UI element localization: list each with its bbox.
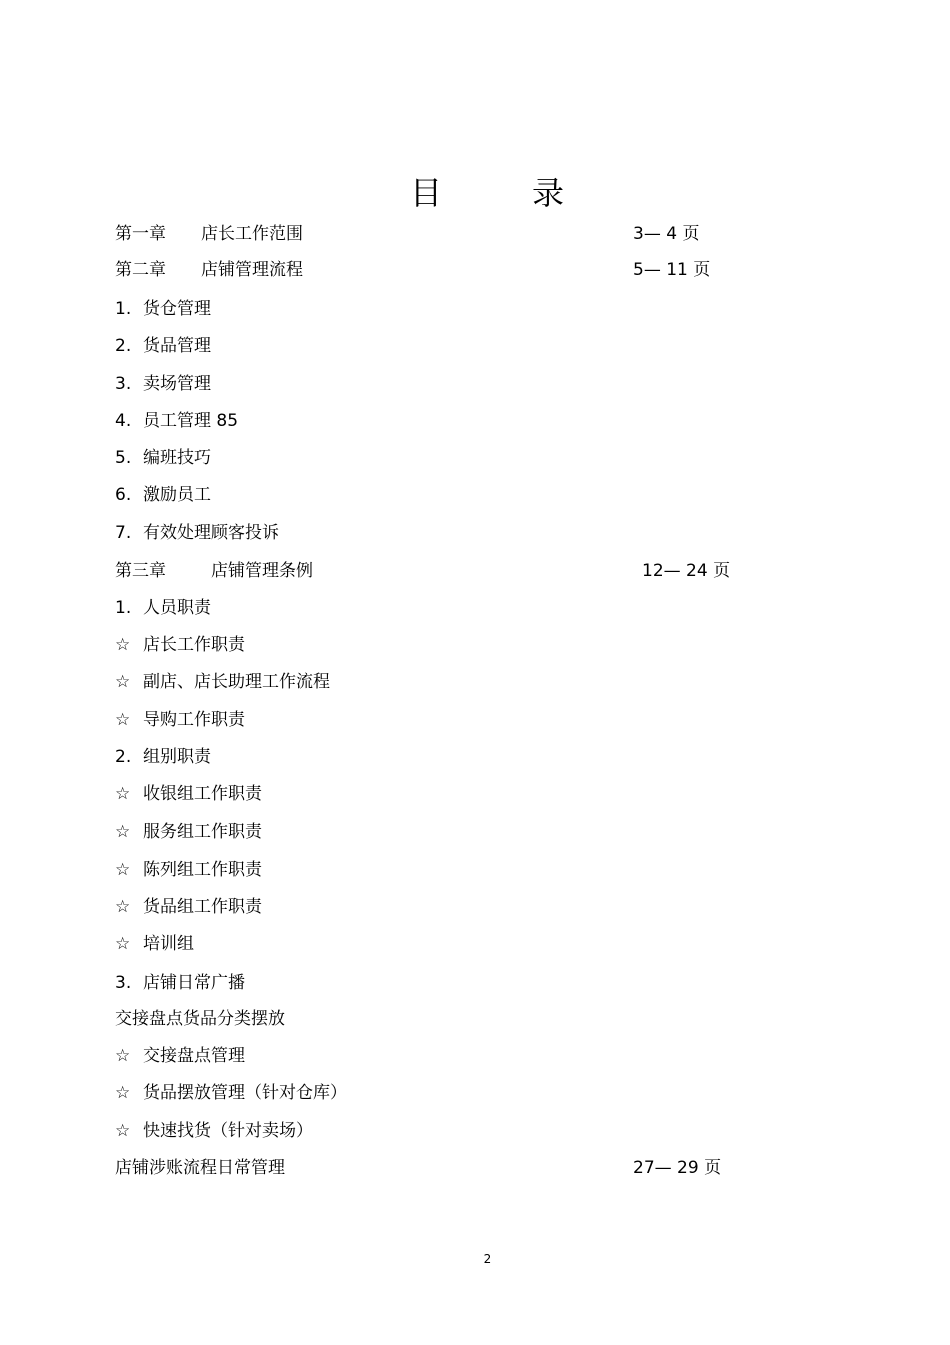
title-char-2: 录: [532, 174, 565, 212]
toc-entry-number: 1.: [115, 299, 132, 319]
toc-entry-title: 店铺管理流程: [201, 260, 303, 280]
toc-entry-number: 1.: [115, 598, 132, 618]
star-icon: ☆: [115, 860, 131, 880]
toc-entry-number: 3.: [115, 374, 132, 394]
star-icon: ☆: [115, 897, 131, 917]
toc-entry-title: 快速找货（针对卖场）: [143, 1121, 313, 1141]
toc-entry-page-range: 27— 29 页: [633, 1158, 722, 1178]
star-icon: ☆: [115, 710, 131, 730]
toc-entry-page-range: 3— 4 页: [633, 224, 700, 244]
toc-entry-title: 货品组工作职责: [143, 897, 262, 917]
toc-entry-page-range: 5— 11 页: [633, 260, 711, 280]
page-number: 2: [483, 1252, 492, 1266]
toc-entry-title: 交接盘点管理: [143, 1046, 245, 1066]
toc-entry-title: 副店、店长助理工作流程: [143, 672, 330, 692]
toc-entry-title: 店铺日常广播: [143, 973, 245, 993]
toc-entry-title: 服务组工作职责: [143, 822, 262, 842]
toc-entry-title: 有效处理顾客投诉: [143, 523, 279, 543]
toc-entry-title: 店长工作职责: [143, 635, 245, 655]
toc-entry-title: 导购工作职责: [143, 710, 245, 730]
toc-entry-number: 第二章: [115, 260, 166, 280]
star-icon: ☆: [115, 934, 131, 954]
toc-entry-title: 编班技巧: [143, 448, 211, 468]
toc-entry-title: 激励员工: [143, 485, 211, 505]
star-icon: ☆: [115, 672, 131, 692]
toc-entry-title: 店铺涉账流程日常管理: [115, 1158, 285, 1178]
toc-entry-title: 培训组: [143, 934, 194, 954]
toc-entry-number: 2.: [115, 747, 132, 767]
toc-entry-number: 2.: [115, 336, 132, 356]
toc-entry-title: 店铺管理条例: [211, 561, 313, 581]
star-icon: ☆: [115, 1046, 131, 1066]
toc-entry-title: 人员职责: [143, 598, 211, 618]
toc-entry-number: 3.: [115, 973, 132, 993]
toc-entry-title: 店长工作范围: [201, 224, 303, 244]
toc-entry-title: 卖场管理: [143, 374, 211, 394]
toc-entry-number: 6.: [115, 485, 132, 505]
toc-entry-number: 7.: [115, 523, 132, 543]
toc-entry-number: 5.: [115, 448, 132, 468]
toc-entry-title: 陈列组工作职责: [143, 860, 262, 880]
toc-entry-title: 收银组工作职责: [143, 784, 262, 804]
toc-entry-title: 员工管理 85: [143, 411, 239, 431]
toc-entry-number: 第一章: [115, 224, 166, 244]
star-icon: ☆: [115, 1083, 131, 1103]
star-icon: ☆: [115, 784, 131, 804]
star-icon: ☆: [115, 822, 131, 842]
toc-entry-number: 第三章: [115, 561, 166, 581]
toc-entry-title: 组别职责: [143, 747, 211, 767]
toc-entry-title: 货仓管理: [143, 299, 211, 319]
toc-entry-title: 交接盘点货品分类摆放: [115, 1009, 285, 1029]
toc-entry-page-range: 12— 24 页: [642, 561, 731, 581]
star-icon: ☆: [115, 635, 131, 655]
toc-entry-title: 货品摆放管理（针对仓库）: [143, 1083, 347, 1103]
star-icon: ☆: [115, 1121, 131, 1141]
toc-entry-title: 货品管理: [143, 336, 211, 356]
title-char-1: 目: [410, 174, 443, 212]
toc-entry-number: 4.: [115, 411, 132, 431]
